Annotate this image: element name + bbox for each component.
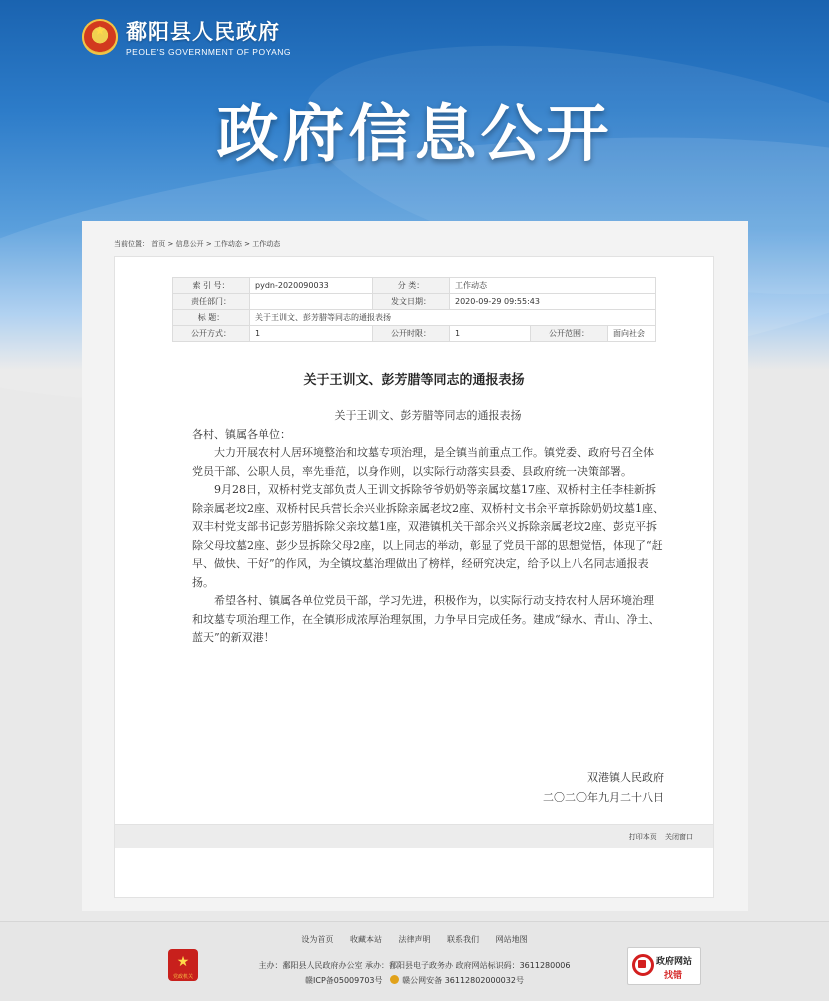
site-name-en: PEOLE'S GOVERNMENT OF POYANG bbox=[126, 47, 292, 57]
title-label: 标 题： bbox=[173, 310, 250, 326]
limit-value: 1 bbox=[450, 326, 531, 342]
date-label: 发文日期： bbox=[373, 294, 450, 310]
article-sign-date: 二〇二〇年九月二十八日 bbox=[543, 791, 664, 804]
footer-record-line bbox=[0, 973, 829, 988]
close-window-button[interactable]: 关闭窗口 bbox=[665, 833, 693, 841]
party-gov-badge-icon[interactable]: ★ 党政机关 bbox=[168, 949, 198, 981]
article-signer: 双港镇人民政府 bbox=[587, 771, 664, 784]
scope-value: 面向社会 bbox=[608, 326, 656, 342]
breadcrumb-item-info[interactable]: 信息公开 bbox=[175, 240, 204, 248]
title-value: 关于王训文、彭芳腊等同志的通报表扬 bbox=[250, 310, 656, 326]
breadcrumb-separator: > bbox=[244, 240, 251, 248]
category-value: 工作动态 bbox=[450, 278, 656, 294]
article-paragraph: 希望各村、镇属各单位党员干部，学习先进，积极作为，以实际行动支持农村人居环境治理和坟墓专项治理工作，在全镇形成浓厚治理氛围，力争早日完成任务。建成“绿水、青山、净土、蓝天”的新双港！ bbox=[192, 594, 660, 644]
table-row bbox=[173, 310, 656, 326]
main-container bbox=[82, 221, 748, 911]
metadata-table bbox=[172, 277, 656, 342]
mode-label: 公开方式： bbox=[173, 326, 250, 342]
breadcrumb-item-home[interactable]: 首页 bbox=[151, 240, 166, 248]
site-name bbox=[126, 16, 291, 57]
icp-record-link[interactable]: 赣ICP备05009703号 bbox=[305, 976, 383, 985]
national-emblem-icon bbox=[82, 19, 118, 55]
footer-links bbox=[0, 934, 829, 945]
footer-link-legal[interactable]: 法律声明 bbox=[398, 935, 431, 944]
banner-title: 政府信息公开 bbox=[216, 97, 613, 170]
article-panel bbox=[114, 256, 714, 898]
dept-value bbox=[250, 294, 373, 310]
breadcrumb-separator: > bbox=[167, 240, 174, 248]
print-button[interactable]: 打印本页 bbox=[628, 833, 657, 841]
site-name-cn: 鄱阳县人民政府 bbox=[126, 20, 280, 44]
article-body bbox=[192, 407, 664, 648]
table-row bbox=[173, 278, 656, 294]
article-paragraph: 大力开展农村人居环境整治和坟墓专项治理，是全镇当前重点工作。镇党委、政府号召全体党员干部、公职人员，率先垂范，以身作则，以实际行动落实县委、县政府统一决策部署。 bbox=[192, 446, 654, 478]
breadcrumb-separator: > bbox=[205, 240, 212, 248]
footer-info bbox=[0, 958, 829, 988]
police-badge-icon bbox=[390, 975, 399, 984]
dept-label: 责任部门： bbox=[173, 294, 250, 310]
find-error-line1: 政府网站 bbox=[656, 957, 693, 967]
footer-link-set-home[interactable]: 设为首页 bbox=[301, 935, 334, 944]
badge-text: 党政机关 bbox=[172, 974, 193, 980]
site-logo[interactable] bbox=[82, 16, 291, 57]
article-title: 关于王训文、彭芳腊等同志的通报表扬 bbox=[303, 373, 525, 388]
scope-label: 公开范围： bbox=[531, 326, 608, 342]
table-row bbox=[173, 326, 656, 342]
footer-link-sitemap[interactable]: 网站地图 bbox=[495, 935, 528, 944]
breadcrumb bbox=[114, 239, 280, 249]
footer-link-bookmark[interactable]: 收藏本站 bbox=[349, 935, 382, 944]
article-paragraph: 9月28日，双桥村党支部负责人王训文拆除爷爷奶奶等亲属坟墓17座、双桥村主任李桂新拆除亲属老坟2座、双桥村民兵营长余兴业拆除亲属老坟2座、双桥村文书余平章拆除奶奶坟墓1座、双丰村党支部书记彭芳腊拆除父亲坟墓1座，双港镇机关干部余兴义拆除亲属老坟2座、彭克平拆除父母坟墓2座、彭少昱拆除父母2座，以上同志的举动，彰显了党员干部的思想觉悟，体现了“赶早、做快、干好”的作风，为全镇坟墓治理做出了榜样，经研究决定，给予以上八名同志通报表扬。 bbox=[192, 483, 664, 589]
index-label: 索 引 号： bbox=[173, 278, 250, 294]
footer bbox=[0, 921, 829, 1001]
breadcrumb-prefix: 当前位置： bbox=[114, 240, 149, 248]
index-value: pydn-2020090033 bbox=[250, 278, 373, 294]
date-value: 2020-09-29 09:55:43 bbox=[450, 294, 656, 310]
find-error-icon bbox=[632, 954, 654, 976]
category-label: 分 类： bbox=[373, 278, 450, 294]
article-toolbar bbox=[115, 824, 713, 848]
footer-sponsor-line: 主办：鄱阳县人民政府办公室 承办：鄱阳县电子政务办 政府网站标识码：3611280006 bbox=[258, 961, 571, 970]
find-error-line2: 找错 bbox=[664, 971, 683, 981]
police-record-link[interactable]: 赣公网安备 36112802000032号 bbox=[402, 976, 524, 985]
article-subtitle: 关于王训文、彭芳腊等同志的通报表扬 bbox=[334, 409, 522, 422]
find-error-badge[interactable] bbox=[627, 947, 701, 985]
mode-value: 1 bbox=[250, 326, 373, 342]
article-salutation: 各村、镇属各单位： bbox=[192, 427, 291, 441]
limit-label: 公开时限： bbox=[373, 326, 450, 342]
footer-link-contact[interactable]: 联系我们 bbox=[447, 935, 480, 944]
breadcrumb-item-work-current[interactable]: 工作动态 bbox=[252, 240, 281, 248]
table-row bbox=[173, 294, 656, 310]
breadcrumb-item-work[interactable]: 工作动态 bbox=[213, 240, 242, 248]
